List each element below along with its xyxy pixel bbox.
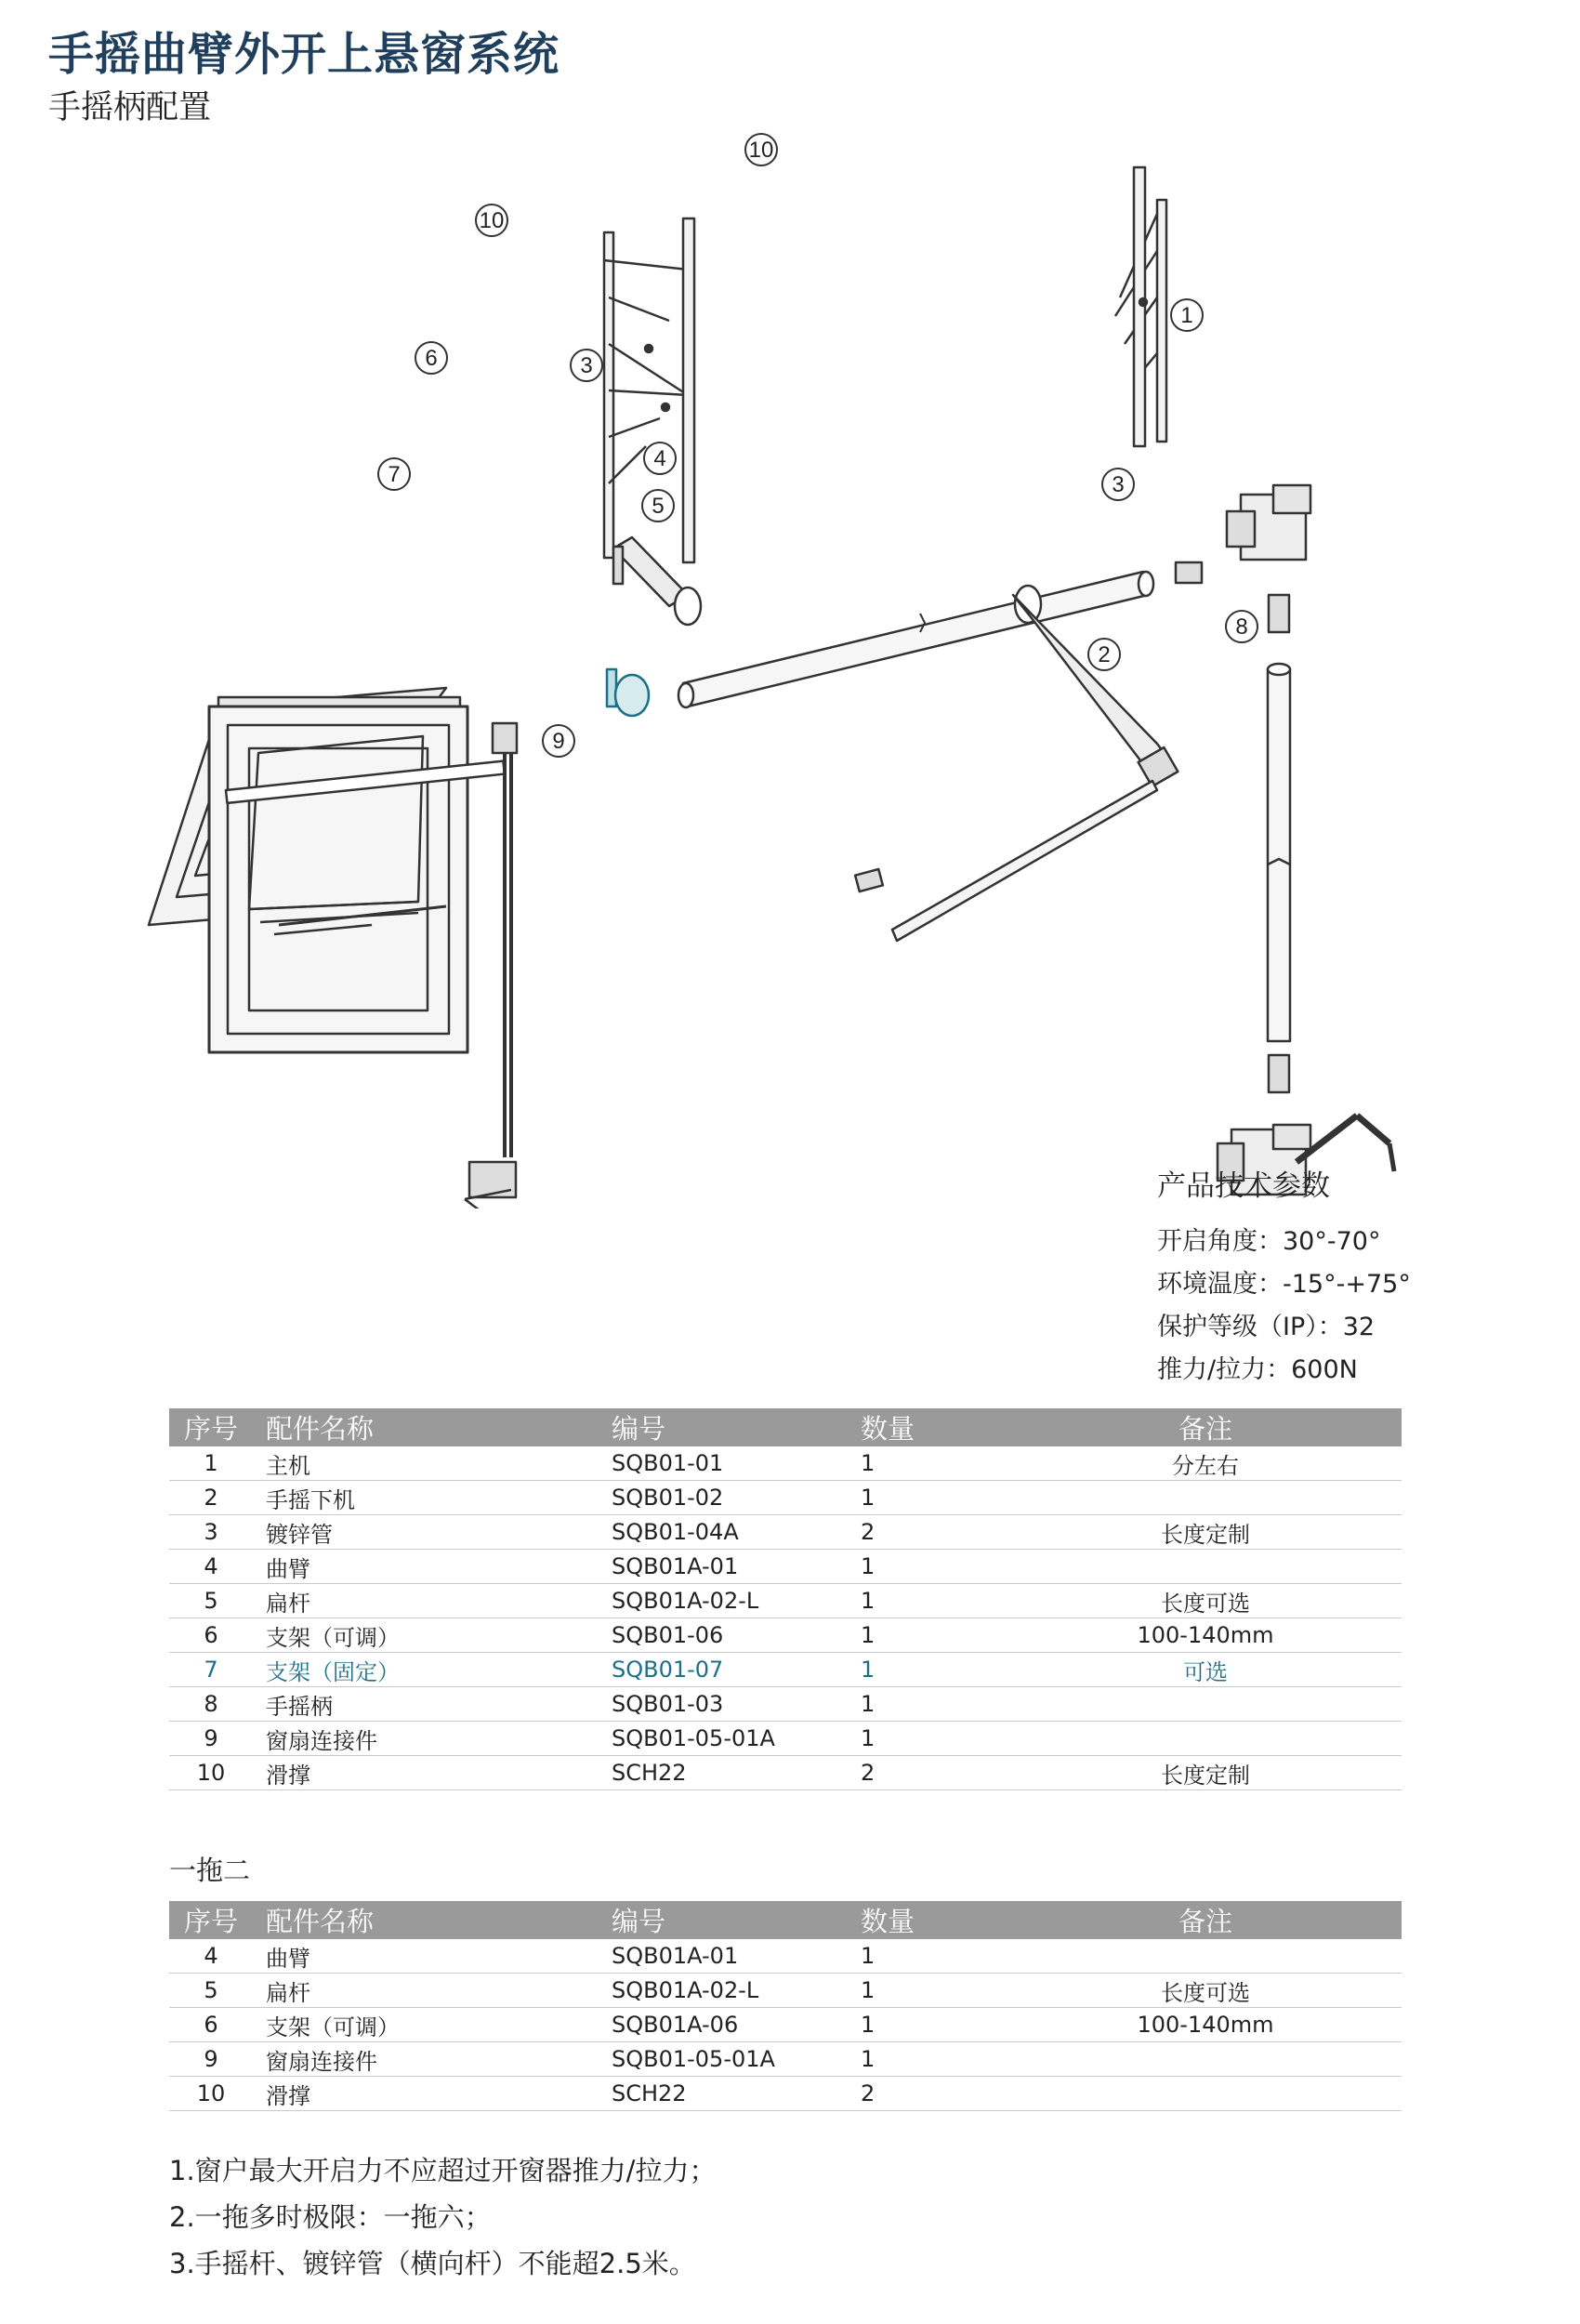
svg-text:10: 10 xyxy=(479,208,505,233)
col-header-index: 序号 xyxy=(169,1901,253,1939)
friction-stay-right-illustration xyxy=(1115,167,1166,446)
cell-part-name: 窗扇连接件 xyxy=(253,2042,612,2077)
cell-remarks: 可选 xyxy=(1009,1653,1402,1687)
table-row xyxy=(169,2042,1402,2077)
col-header-remarks: 备注 xyxy=(1009,1901,1402,1939)
cell-index: 8 xyxy=(169,1687,253,1722)
cell-code: SCH22 xyxy=(612,1756,861,1790)
cell-quantity: 1 xyxy=(861,1481,1009,1515)
col-header-part-name: 配件名称 xyxy=(253,1408,612,1446)
cell-code: SQB01-01 xyxy=(612,1446,861,1481)
callout-label xyxy=(571,350,602,381)
cell-code: SQB01-05-01A xyxy=(612,2042,861,2077)
cell-code: SQB01A-02-L xyxy=(612,1974,861,2008)
col-header-quantity: 数量 xyxy=(861,1901,1009,1939)
cell-code: SQB01-05-01A xyxy=(612,1722,861,1756)
cell-index: 7 xyxy=(169,1653,253,1687)
spec-push-pull-force: 推力/拉力：600N xyxy=(1157,1355,1358,1384)
svg-text:3: 3 xyxy=(580,353,593,378)
cell-index: 4 xyxy=(169,1939,253,1974)
table-row xyxy=(169,2077,1402,2111)
svg-text:3: 3 xyxy=(1112,472,1125,497)
cell-quantity: 1 xyxy=(861,1939,1009,1974)
cell-index: 5 xyxy=(169,1974,253,2008)
cell-quantity: 2 xyxy=(861,2077,1009,2111)
sash-connector-illustration xyxy=(855,869,883,891)
svg-text:1: 1 xyxy=(1180,303,1193,328)
cell-code: SQB01A-01 xyxy=(612,1939,861,1974)
cell-part-name: 滑撑 xyxy=(253,2077,612,2111)
table-row xyxy=(169,1584,1402,1618)
cell-part-name: 曲臂 xyxy=(253,1550,612,1584)
cell-code: SQB01-03 xyxy=(612,1687,861,1722)
technical-specs xyxy=(1157,1162,1557,1392)
table-row xyxy=(169,1550,1402,1584)
col-header-code: 编号 xyxy=(612,1901,861,1939)
cell-remarks xyxy=(1009,1722,1402,1756)
window-assembly-illustration xyxy=(149,688,517,1208)
table-row xyxy=(169,1481,1402,1515)
cell-remarks xyxy=(1009,2042,1402,2077)
col-header-index: 序号 xyxy=(169,1408,253,1446)
callout-label xyxy=(745,134,777,165)
cell-part-name: 手摇柄 xyxy=(253,1687,612,1722)
cell-index: 6 xyxy=(169,2008,253,2042)
cell-quantity: 1 xyxy=(861,1722,1009,1756)
main-operator-illustration xyxy=(1227,485,1310,560)
cell-part-name: 扁杆 xyxy=(253,1584,612,1618)
callout-label xyxy=(415,342,447,374)
cell-remarks xyxy=(1009,2077,1402,2111)
callout-label xyxy=(1102,469,1134,500)
parts-table-one-drives-two xyxy=(169,1901,1402,2111)
cell-index: 9 xyxy=(169,1722,253,1756)
cell-quantity: 1 xyxy=(861,1974,1009,2008)
svg-text:2: 2 xyxy=(1098,642,1111,667)
cell-remarks: 100-140mm xyxy=(1009,2008,1402,2042)
spec-protection-level: 保护等级（IP）：32 xyxy=(1157,1313,1376,1341)
cell-part-name: 支架（可调） xyxy=(253,2008,612,2042)
flat-bar-illustration xyxy=(892,781,1157,941)
table-row xyxy=(169,1446,1402,1481)
cell-code: SQB01-04A xyxy=(612,1515,861,1550)
cell-quantity: 1 xyxy=(861,2008,1009,2042)
svg-text:5: 5 xyxy=(652,494,665,519)
table-row xyxy=(169,1974,1402,2008)
cell-quantity: 1 xyxy=(861,1687,1009,1722)
cell-quantity: 1 xyxy=(861,1446,1009,1481)
callout-label xyxy=(1088,639,1120,670)
cell-index: 5 xyxy=(169,1584,253,1618)
table-row xyxy=(169,1722,1402,1756)
cell-quantity: 1 xyxy=(861,1584,1009,1618)
col-header-part-name: 配件名称 xyxy=(253,1901,612,1939)
table-row xyxy=(169,1618,1402,1653)
cell-part-name: 手摇下机 xyxy=(253,1481,612,1515)
table-row xyxy=(169,1515,1402,1550)
cell-remarks: 长度可选 xyxy=(1009,1584,1402,1618)
svg-text:8: 8 xyxy=(1235,614,1248,640)
table-header-row xyxy=(169,1408,1402,1446)
cell-remarks xyxy=(1009,1687,1402,1722)
fixed-bracket-illustration xyxy=(607,669,649,716)
note-item: 1.窗户最大开启力不应超过开窗器推力/拉力； xyxy=(169,2155,717,2186)
cell-part-name: 镀锌管 xyxy=(253,1515,612,1550)
page-subtitle: 手摇柄配置 xyxy=(48,89,212,126)
galvanized-tube-horizontal-illustration xyxy=(678,572,1153,707)
table-header-row xyxy=(169,1901,1402,1939)
cell-remarks xyxy=(1009,1550,1402,1584)
callout-label xyxy=(543,725,574,757)
svg-text:9: 9 xyxy=(552,729,565,754)
cell-index: 6 xyxy=(169,1618,253,1653)
table-row xyxy=(169,2008,1402,2042)
note-item: 2.一拖多时极限：一拖六； xyxy=(169,2201,492,2233)
cell-part-name: 支架（固定） xyxy=(253,1653,612,1687)
cell-quantity: 2 xyxy=(861,1515,1009,1550)
callout-label xyxy=(644,442,676,474)
galvanized-tube-vertical-illustration xyxy=(1268,595,1290,1092)
cell-code: SCH22 xyxy=(612,2077,861,2111)
cell-index: 4 xyxy=(169,1550,253,1584)
cell-remarks xyxy=(1009,1939,1402,1974)
svg-text:7: 7 xyxy=(388,462,401,487)
specs-heading: 产品技术参数 xyxy=(1157,1169,1330,1203)
cell-remarks xyxy=(1009,1481,1402,1515)
col-header-code: 编号 xyxy=(612,1408,861,1446)
parts-table xyxy=(169,1408,1402,1790)
cell-index: 1 xyxy=(169,1446,253,1481)
callout-label xyxy=(476,205,507,236)
cell-index: 9 xyxy=(169,2042,253,2077)
cell-code: SQB01A-01 xyxy=(612,1550,861,1584)
svg-text:4: 4 xyxy=(653,446,666,471)
cell-code: SQB01A-06 xyxy=(612,2008,861,2042)
cell-index: 3 xyxy=(169,1515,253,1550)
cell-code: SQB01-06 xyxy=(612,1618,861,1653)
cell-part-name: 滑撑 xyxy=(253,1756,612,1790)
cell-remarks: 长度可选 xyxy=(1009,1974,1402,2008)
cell-quantity: 1 xyxy=(861,2042,1009,2077)
cell-index: 2 xyxy=(169,1481,253,1515)
note-item: 3.手摇杆、镀锌管（横向杆）不能超2.5米。 xyxy=(169,2248,696,2279)
callout-label xyxy=(378,458,410,490)
section-label-one-drives-two: 一拖二 xyxy=(169,1855,251,1886)
cell-part-name: 窗扇连接件 xyxy=(253,1722,612,1756)
col-header-remarks: 备注 xyxy=(1009,1408,1402,1446)
cell-code: SQB01A-02-L xyxy=(612,1584,861,1618)
crank-arm-illustration xyxy=(1013,586,1178,786)
cell-part-name: 扁杆 xyxy=(253,1974,612,2008)
cell-quantity: 1 xyxy=(861,1618,1009,1653)
cell-remarks: 长度定制 xyxy=(1009,1756,1402,1790)
table-row xyxy=(169,1687,1402,1722)
spec-temperature: 环境温度：-15°-+75° xyxy=(1157,1270,1411,1299)
page-title: 手摇曲臂外开上悬窗系统 xyxy=(48,28,560,81)
svg-text:6: 6 xyxy=(425,346,438,371)
cell-index: 10 xyxy=(169,1756,253,1790)
cell-quantity: 2 xyxy=(861,1756,1009,1790)
spec-opening-angle: 开启角度：30°-70° xyxy=(1157,1227,1381,1256)
exploded-parts-diagram xyxy=(139,112,1422,1208)
svg-text:10: 10 xyxy=(748,138,774,163)
cell-part-name: 主机 xyxy=(253,1446,612,1481)
cell-part-name: 支架（可调） xyxy=(253,1618,612,1653)
tube-sleeve-illustration xyxy=(1176,562,1202,583)
cell-code: SQB01-07 xyxy=(612,1653,861,1687)
col-header-quantity: 数量 xyxy=(861,1408,1009,1446)
table-row xyxy=(169,1653,1402,1687)
notes-list xyxy=(169,2147,716,2287)
callout-label xyxy=(1171,299,1203,331)
cell-remarks: 分左右 xyxy=(1009,1446,1402,1481)
cell-part-name: 曲臂 xyxy=(253,1939,612,1974)
callout-label xyxy=(642,490,674,522)
cell-index: 10 xyxy=(169,2077,253,2111)
cell-remarks: 100-140mm xyxy=(1009,1618,1402,1653)
callout-label xyxy=(1226,611,1257,642)
table-row xyxy=(169,1939,1402,1974)
table-row xyxy=(169,1756,1402,1790)
cell-remarks: 长度定制 xyxy=(1009,1515,1402,1550)
cell-quantity: 1 xyxy=(861,1550,1009,1584)
cell-quantity: 1 xyxy=(861,1653,1009,1687)
cell-code: SQB01-02 xyxy=(612,1481,861,1515)
